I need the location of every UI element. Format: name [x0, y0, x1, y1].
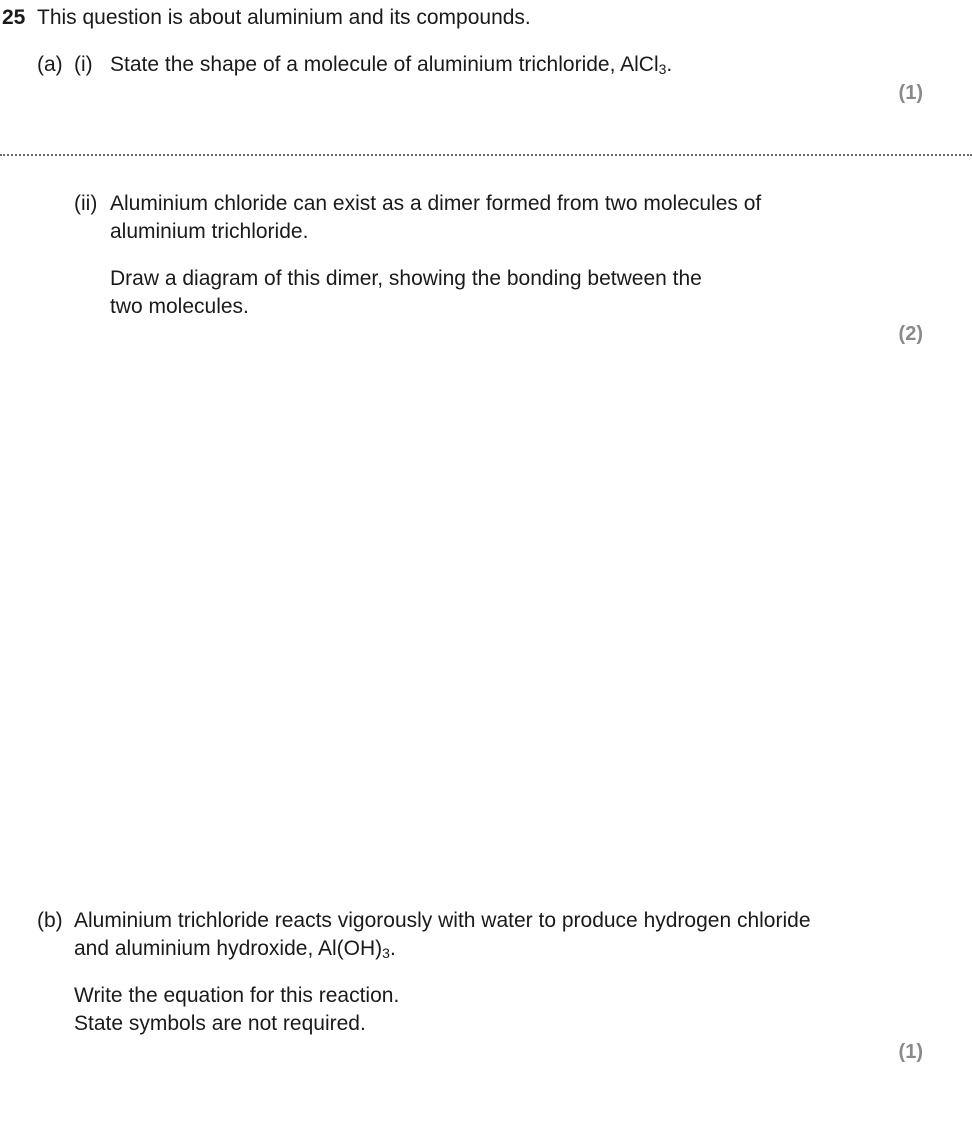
part-a-ii-line2: aluminium trichloride. [110, 220, 309, 243]
drawing-area[interactable] [0, 360, 972, 890]
part-b-line2-end: . [389, 937, 396, 960]
part-a-i-label: (i) [74, 53, 93, 76]
part-a-i-question [110, 51, 672, 79]
part-b-instruction-line2: State symbols are not required. [74, 1012, 366, 1035]
part-a-ii-line1: Aluminium chloride can exist as a dimer formed from two molecules of [110, 192, 762, 215]
part-b-marks: (1) [898, 1041, 923, 1063]
part-b-line1: Aluminium trichloride reacts vigorously with water to produce hydrogen chloride [74, 909, 811, 932]
part-a-i-subscript: 3 [658, 61, 667, 77]
part-a-i-marks: (1) [898, 82, 923, 104]
part-a-ii-instruction-line2: two molecules. [110, 295, 249, 318]
part-a-ii-marks: (2) [898, 323, 923, 345]
question-number: 25 [2, 6, 26, 29]
part-a-label: (a) [37, 53, 63, 76]
part-b-line2-text: and aluminium hydroxide, Al(OH) [74, 937, 383, 960]
part-a-i-text: State the shape of a molecule of aluminium trichloride, AlCl [110, 53, 659, 76]
part-b-instruction-line1: Write the equation for this reaction. [74, 984, 400, 1007]
part-a-ii-instruction-line1: Draw a diagram of this dimer, showing the bonding between the [110, 267, 702, 290]
part-a-ii-label: (ii) [74, 192, 98, 215]
part-b-label: (b) [37, 909, 63, 932]
part-b-line2 [74, 935, 396, 963]
answer-line[interactable] [0, 154, 972, 156]
question-stem: This question is about aluminium and its compounds. [37, 6, 531, 29]
part-a-i-text-end: . [666, 53, 673, 76]
part-b-line2-subscript: 3 [382, 945, 390, 961]
